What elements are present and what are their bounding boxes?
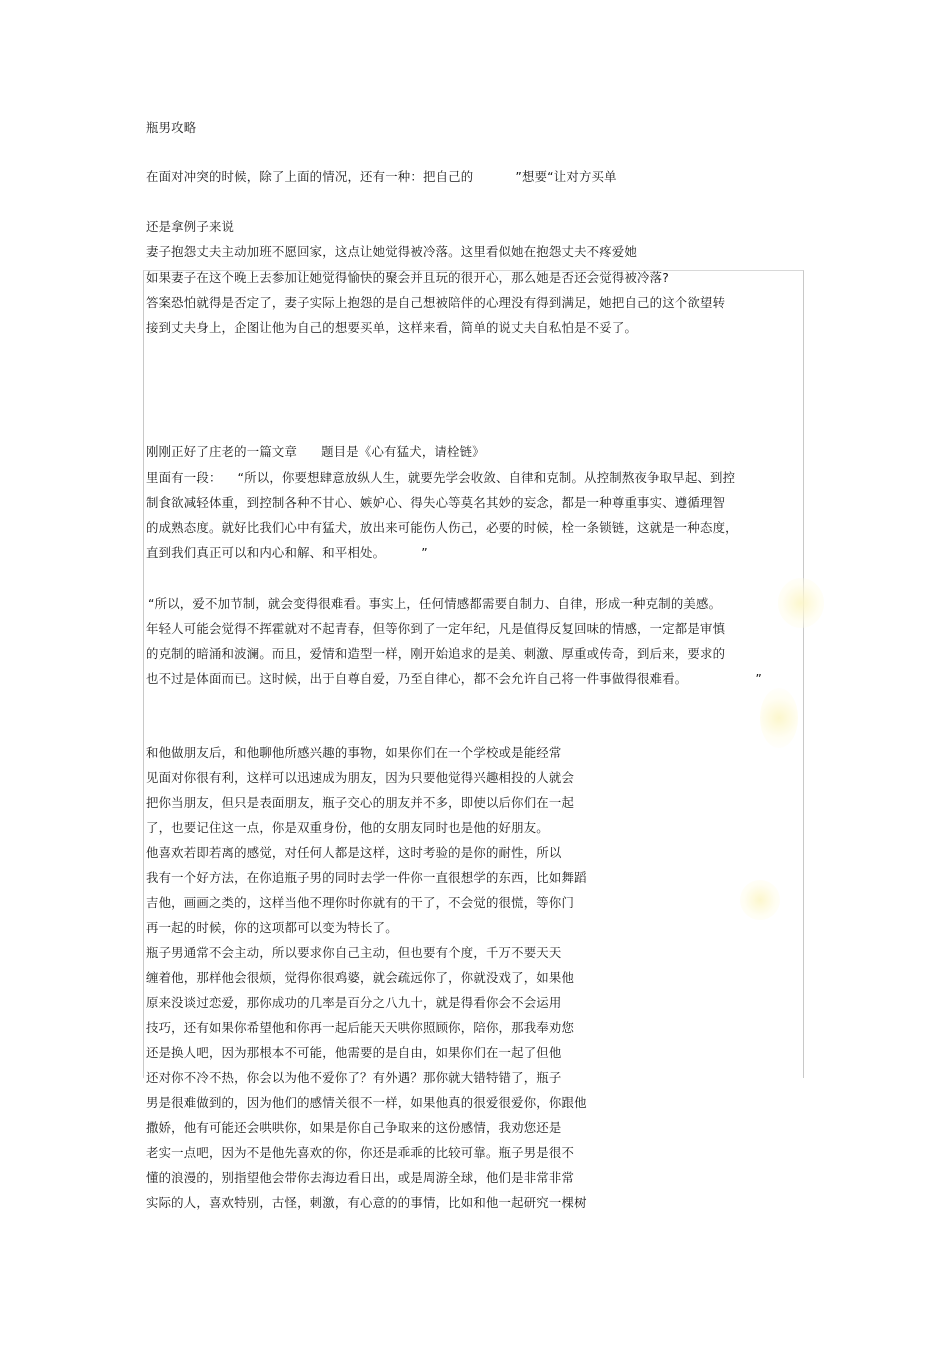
quote1-lead: 里面有一段：: [146, 470, 222, 485]
advice-line: 原来没谈过恋爱，那你成功的几率是百分之八九十，就是得看你会不会运用: [146, 995, 562, 1010]
quote1-line: 的成熟态度。就好比我们心中有猛犬，放出来可能伤人伤己，必要的时候，栓一条锁链，这就是一种态度，: [146, 520, 738, 535]
advice-line: 还对你不冷不热，你会以为他不爱你了？有外遇？那你就大错特错了，瓶子: [146, 1070, 562, 1085]
advice-line: 我有一个好方法，在你追瓶子男的同时去学一件你一直很想学的东西，比如舞蹈: [146, 870, 587, 885]
advice-line: 撒娇，他有可能还会哄哄你，如果是你自己争取来的这份感情，我劝您还是: [146, 1120, 562, 1135]
advice-line: 吉他，画画之类的，这样当他不理你时你就有的干了，不会觉的很慌，等你门: [146, 895, 575, 910]
advice-line: 把你当朋友，但只是表面朋友，瓶子交心的朋友并不多，即使以后你们在一起: [146, 795, 575, 810]
quote1-line: [146, 470, 735, 486]
advice-line: 老实一点吧，因为不是他先喜欢的你，你还是乖乖的比较可靠。瓶子男是很不: [146, 1145, 575, 1160]
advice-line: 还是换人吧，因为那根本不可能，他需要的是自由，如果你们在一起了但他: [146, 1045, 562, 1060]
advice-line: 实际的人，喜欢特别，古怪，刺激，有心意的的事情，比如和他一起研究一棵树: [146, 1195, 587, 1210]
example-line: 如果妻子在这个晚上去参加让她觉得愉快的聚会并且玩的很开心，那么她是否还会觉得被冷落?: [146, 270, 669, 285]
quote2-line: 的克制的暗涌和波澜。而且，爱情和造型一样，刚开始追求的是美、刺激、厚重或传奇，到后来，要求的: [146, 646, 726, 661]
article-reference: [146, 444, 485, 460]
quote2-last: 也不过是体面而已。这时候，出于自尊自爱，乃至自律心，都不会允许自己将一件事做得很难看。: [146, 671, 688, 686]
paper-stain: [760, 688, 798, 748]
quote1-close: ”: [421, 545, 428, 560]
advice-line: 和他做朋友后，和他聊他所感兴趣的事物，如果你们在一个学校或是能经常: [146, 745, 562, 760]
paper-stain: [740, 880, 780, 920]
quote1-line: [146, 545, 428, 561]
quote1-first: “所以，你要想肆意放纵人生，就要先学会收敛、自律和克制。从控制熬夜争取早起、到控: [237, 470, 736, 485]
quote2-line: [146, 671, 762, 687]
advice-line: 了，也要记住这一点，你是双重身份，他的女朋友同时也是他的好朋友。: [146, 820, 549, 835]
quote2-line: “所以，爱不加节制，就会变得很难看。事实上，任何情感都需要自制力、自律，形成一种克制的美感。: [148, 596, 722, 611]
intro-part-2: ”想要“让对方买单: [515, 169, 617, 184]
document-title: 瓶男攻略: [146, 120, 197, 135]
intro-line: [146, 169, 617, 185]
advice-line: 再一起的时候，你的这项都可以变为特长了。: [146, 920, 398, 935]
quote2-close: ”: [755, 671, 763, 686]
article-ref-part-1: 刚刚正好了庄老的一篇文章: [146, 444, 298, 459]
intro-part-1: 在面对冲突的时候，除了上面的情况，还有一种：把自己的: [146, 169, 474, 184]
advice-line: 技巧，还有如果你希望他和你再一起后能天天哄你照顾你，陪你，那我奉劝您: [146, 1020, 575, 1035]
example-line: 还是拿例子来说: [146, 219, 235, 234]
quote1-last: 直到我们真正可以和内心和解、和平相处。: [146, 545, 386, 560]
advice-line: 懂的浪漫的，别指望他会带你去海边看日出，或是周游全球，他们是非常非常: [146, 1170, 575, 1185]
advice-line: 见面对你很有利，这样可以迅速成为朋友，因为只要他觉得兴趣相投的人就会: [146, 770, 575, 785]
article-ref-part-2: 题目是《心有猛犬，请栓链》: [321, 444, 485, 459]
advice-line: 缠着他，那样他会很烦，觉得你很鸡婆，就会疏远你了，你就没戏了，如果他: [146, 970, 575, 985]
advice-line: 男是很难做到的，因为他们的感情关很不一样，如果他真的很爱很爱你，你跟他: [146, 1095, 587, 1110]
advice-line: 他喜欢若即若离的感觉，对任何人都是这样，这时考验的是你的耐性，所以: [146, 845, 562, 860]
example-line: 答案恐怕就得是否定了，妻子实际上抱怨的是自己想被陪伴的心理没有得到满足，她把自己的这个欲望转: [146, 295, 726, 310]
example-line: 妻子抱怨丈夫主动加班不愿回家，这点让她觉得被冷落。这里看似她在抱怨丈夫不疼爱她: [146, 244, 638, 259]
quote2-line: 年轻人可能会觉得不挥霍就对不起青春，但等你到了一定年纪，凡是值得反复回味的情感，一定都是审慎: [146, 621, 726, 636]
advice-line: 瓶子男通常不会主动，所以要求你自己主动，但也要有个度，千万不要天天: [146, 945, 562, 960]
example-line: 接到丈夫身上，企图让他为自己的想要买单，这样来看，简单的说丈夫自私怕是不妥了。: [146, 320, 638, 335]
quote1-line: 制食欲减轻体重，到控制各种不甘心、嫉妒心、得失心等莫名其妙的妄念，都是一种尊重事实、遵循理智: [146, 495, 726, 510]
paper-stain: [778, 578, 824, 628]
